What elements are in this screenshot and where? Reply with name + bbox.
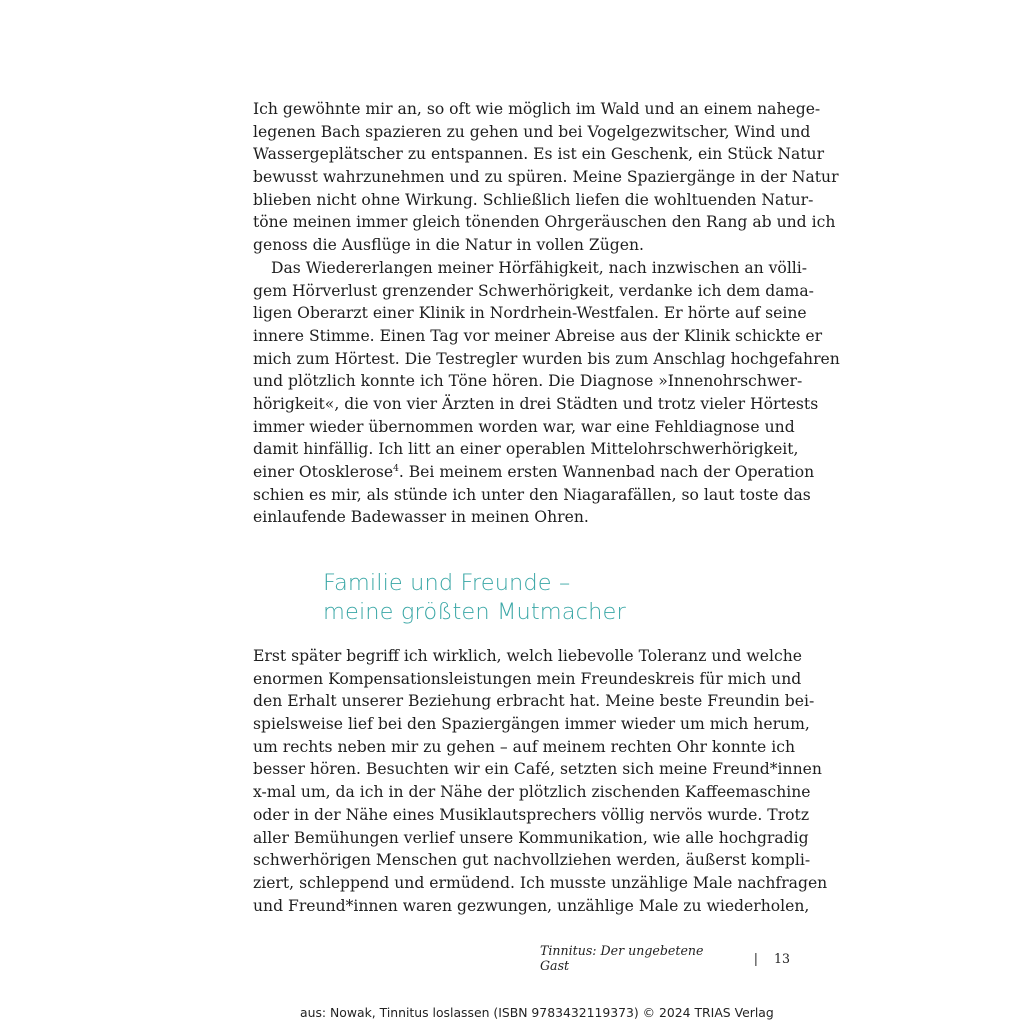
text-line: ziert, schleppend und ermüdend. Ich musste unzählige Male nachfragen (253, 873, 828, 892)
text-line: aller Bemühungen verlief unsere Kommunikation, wie alle hochgradig (253, 828, 809, 847)
body-text-block-2 (253, 645, 828, 917)
text-line-with-footnote (253, 461, 815, 484)
paragraph-nature-walks (253, 98, 839, 257)
text-line: mich zum Hörtest. Die Testregler wurden bis zum Anschlag hochgefahren (253, 349, 840, 368)
text-line: immer wieder übernommen worden war, war eine Fehldiagnose und (253, 417, 795, 436)
text-line: oder in der Nähe eines Musiklautsprechers völlig nervös wurde. Trotz (253, 805, 810, 824)
text-line: gem Hörverlust grenzender Schwerhörigkeit, verdanke ich dem dama- (253, 281, 814, 300)
text-line: Das Wiedererlangen meiner Hörfähigkeit, nach inzwischen an völli- (271, 258, 808, 277)
paragraph-friends-support (253, 645, 828, 917)
section-heading (323, 569, 743, 627)
text-line: enormen Kompensationsleistungen mein Freundeskreis für mich und (253, 669, 802, 688)
text-line: Erst später begriff ich wirklich, welch liebevolle Toleranz und welche (253, 647, 802, 665)
text-fragment: einer Otosklerose (253, 463, 394, 481)
text-line: blieben nicht ohne Wirkung. Schließlich liefen die wohltuenden Natur- (253, 190, 814, 209)
text-line: legenen Bach spazieren zu gehen und bei Vogelgezwitscher, Wind und (253, 122, 811, 141)
text-line: Ich gewöhnte mir an, so oft wie möglich im Wald und an einem nahege- (253, 100, 821, 118)
text-line: genoss die Ausflüge in die Natur in vollen Zügen. (253, 236, 644, 255)
text-line: bewusst wahrzunehmen und zu spüren. Meine Spaziergänge in der Natur (253, 168, 839, 187)
text-line: schwerhörigen Menschen gut nachvollziehen werden, äußerst kompli- (253, 851, 811, 870)
text-line: ligen Oberarzt einer Klinik in Nordrhein-Westfalen. Er hörte auf seine (253, 304, 807, 323)
body-text-block-1 (253, 98, 840, 529)
text-line: schien es mir, als stünde ich unter den Niagarafällen, so laut toste das (253, 485, 811, 504)
text-line: Wassergeplätscher zu entspannen. Es ist ein Geschenk, ein Stück Natur (253, 145, 825, 164)
footnote-reference[interactable]: 4 (393, 463, 399, 474)
text-line: den Erhalt unserer Beziehung erbracht hat. Meine beste Freundin bei- (253, 692, 815, 711)
text-line: und plötzlich konnte ich Töne hören. Die Diagnose »Innenohrschwer- (253, 372, 803, 391)
text-line: hörigkeit«, die von vier Ärzten in drei Städten und trotz vieler Hörtests (253, 394, 819, 413)
text-line: besser hören. Besuchten wir ein Café, setzten sich meine Freund*innen (253, 760, 822, 779)
text-line: x-mal um, da ich in der Nähe der plötzlich zischenden Kaffeemaschine (253, 783, 811, 802)
page-footer (540, 943, 790, 973)
paragraph-hearing-regained (253, 257, 840, 529)
section-heading-line-1: Familie und Freunde – (323, 570, 571, 596)
source-citation: aus: Nowak, Tinnitus loslassen (ISBN 9783432119373) © 2024 TRIAS Verlag (300, 1005, 774, 1020)
text-line: und Freund*innen waren gezwungen, unzählige Male zu wiederholen, (253, 896, 810, 915)
text-line: spielsweise lief bei den Spaziergängen immer wieder um mich herum, (253, 715, 810, 734)
text-line: um rechts neben mir zu gehen – auf meinem rechten Ohr konnte ich (253, 737, 796, 756)
page-number: 13 (773, 950, 790, 966)
text-fragment: . Bei meinem ersten Wannenbad nach der Operation (398, 463, 815, 481)
footer-separator: | (753, 950, 758, 966)
running-title: Tinnitus: Der ungebetene Gast (540, 943, 704, 973)
section-heading-line-2: meine größten Mutmacher (323, 599, 626, 625)
text-line: damit hinfällig. Ich litt an einer operablen Mittelohrschwerhörigkeit, (253, 440, 799, 459)
text-line: töne meinen immer gleich tönenden Ohrgeräuschen den Rang ab und ich (253, 213, 836, 232)
text-line: innere Stimme. Einen Tag vor meiner Abreise aus der Klinik schickte er (253, 326, 823, 345)
text-line: einlaufende Badewasser in meinen Ohren. (253, 508, 589, 527)
